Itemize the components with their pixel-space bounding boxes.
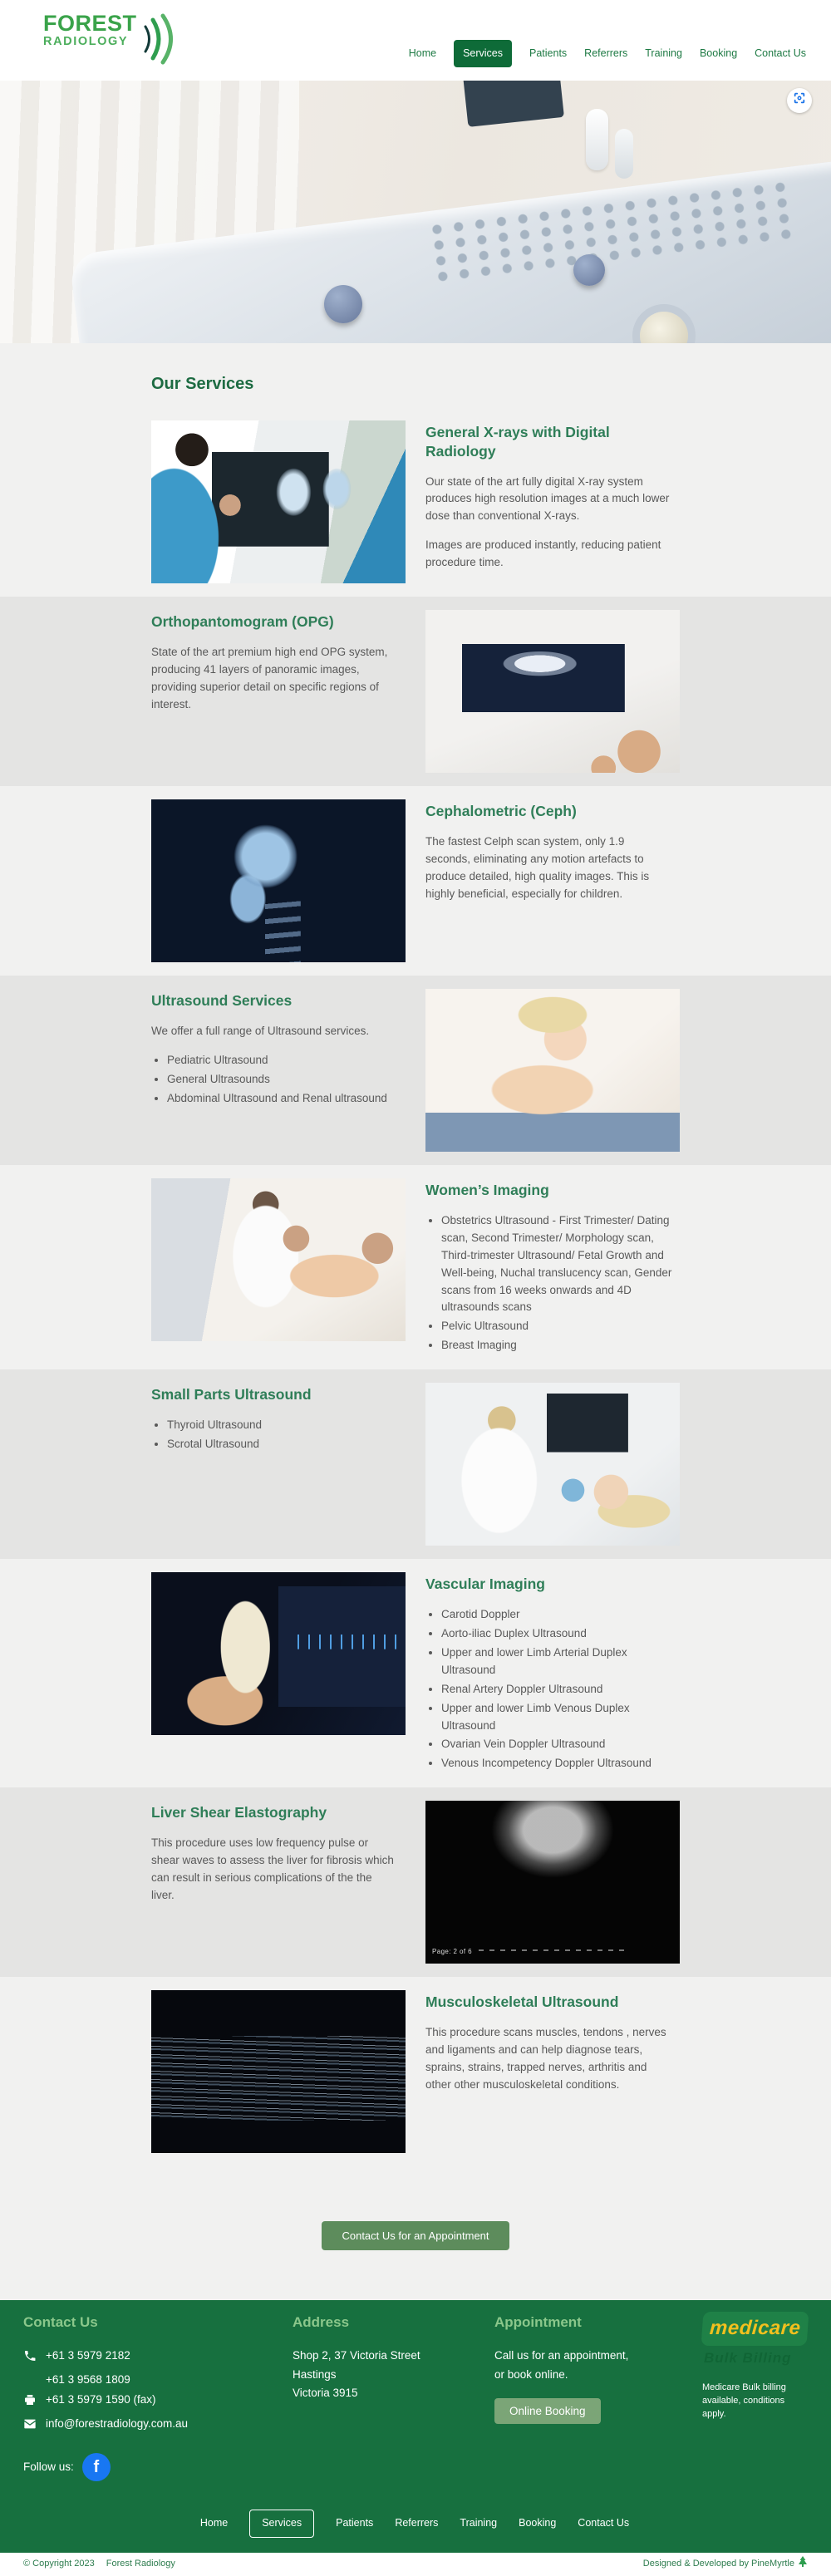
facebook-icon[interactable]: f <box>82 2453 111 2481</box>
appointment-text-line2: or book online. <box>494 2367 568 2381</box>
phone-icon <box>23 2349 37 2368</box>
nav-item-booking[interactable]: Booking <box>519 2517 557 2529</box>
service-body <box>151 1835 406 1905</box>
phone-number-1[interactable]: +61 3 5979 2182 <box>46 2348 130 2362</box>
service-title: Women’s Imaging <box>425 1182 549 1199</box>
focus-expand-icon <box>793 91 806 111</box>
brand-logo-text <box>43 12 137 50</box>
image-caption: Page: 2 of 6 <box>432 1947 472 1955</box>
address-line: Victoria 3915 <box>293 2387 358 2400</box>
nav-item-patients[interactable]: Patients <box>529 47 568 59</box>
nav-item-referrers[interactable]: Referrers <box>395 2517 439 2529</box>
nav-item-home[interactable]: Home <box>199 2517 229 2529</box>
service-image-pediatric-ultrasound <box>425 989 680 1152</box>
service-copy <box>151 989 406 1109</box>
service-bullet: • Upper and lower Limb Arterial Duplex Ultrasound <box>441 1644 680 1679</box>
phone-row <box>46 2372 293 2389</box>
service-title: Cephalometric (Ceph) <box>425 803 577 820</box>
service-bullet: • Obstetrics Ultrasound - First Trimester/ Dating scan, Second Trimester/ Morphology scan, Third-trimester Ultrasound/ Fetal Growth and Well-being, Nuchal translucency scan, Gender scans from 16 weeks onwards and 4D ultrasounds scans <box>441 1212 680 1317</box>
service-copy <box>151 1801 406 1915</box>
service-bullet-list <box>441 1212 680 1354</box>
phone-number-2[interactable]: +61 3 9568 1809 <box>46 2372 130 2386</box>
fax-row <box>23 2392 293 2412</box>
service-paragraph: Our state of the art fully digital X-ray system produces high resolution images at a much lower dose than conventional X-rays. <box>425 474 670 523</box>
service-body <box>151 644 406 714</box>
nav-item-contact-us[interactable]: Contact Us <box>578 2517 630 2529</box>
service-rows <box>0 407 831 2166</box>
service-title: Orthopantomogram (OPG) <box>151 613 334 631</box>
service-copy <box>425 799 680 914</box>
footer-appointment-column <box>494 2312 702 2493</box>
footer-address-title: Address <box>293 2314 350 2331</box>
site-header <box>0 0 831 81</box>
page-title: Our Services <box>151 375 254 393</box>
service-section <box>0 597 831 786</box>
service-bullet: • Thyroid Ultrasound <box>167 1417 406 1434</box>
email-address[interactable]: info@forestradiology.com.au <box>46 2417 189 2431</box>
service-bullet: • Carotid Doppler <box>441 1606 680 1624</box>
service-title: General X-rays with Digital Radiology <box>425 424 610 460</box>
online-booking-button[interactable]: Online Booking <box>494 2398 601 2424</box>
service-image-liver-elastography <box>425 1801 680 1964</box>
service-title: Vascular Imaging <box>425 1576 545 1593</box>
service-image-thyroid-scan <box>425 1383 680 1546</box>
service-copy <box>151 1383 406 1455</box>
footer-nav <box>23 2493 806 2552</box>
designer-credit <box>643 2556 808 2572</box>
fax-number: +61 3 5979 1590 (fax) <box>46 2393 156 2406</box>
service-bullet: • Breast Imaging <box>441 1337 680 1354</box>
service-body <box>151 1023 406 1108</box>
footer-appointment-title: Appointment <box>494 2314 582 2331</box>
brand-logo[interactable] <box>43 12 177 71</box>
brand-name-line2: RADIOLOGY <box>43 35 129 49</box>
service-bullet: • Scrotal Ultrasound <box>167 1436 406 1453</box>
service-bullet: • Ovarian Vein Doppler Ultrasound <box>441 1736 680 1753</box>
hero-gel-bottle-shape <box>586 109 608 170</box>
service-bullet: • Venous Incompetency Doppler Ultrasound <box>441 1755 680 1772</box>
service-body <box>425 1212 680 1354</box>
service-paragraph: This procedure scans muscles, tendons , nerves and ligaments and can help diagnose tears, sprains, strains, trapped nerves, arthritis and other other musculoskeletal conditions. <box>425 2026 666 2091</box>
service-image-opg-film <box>425 610 680 773</box>
service-body <box>425 833 680 903</box>
service-section <box>0 407 831 597</box>
service-bullet: • Aorto-iliac Duplex Ultrasound <box>441 1625 680 1643</box>
nav-item-patients[interactable]: Patients <box>336 2517 374 2529</box>
footer-address-column <box>293 2312 494 2493</box>
service-section <box>0 1165 831 1369</box>
medicare-logo <box>701 2312 809 2346</box>
service-section <box>0 786 831 976</box>
service-bullet: • Abdominal Ultrasound and Renal ultrasound <box>167 1090 406 1108</box>
copyright-prefix: © Copyright 2023 <box>23 2559 95 2569</box>
follow-row <box>23 2453 293 2481</box>
main-nav <box>409 40 806 67</box>
service-section <box>0 1787 831 1977</box>
address-line: Shop 2, 37 Victoria Street <box>293 2348 420 2362</box>
credit-text[interactable]: Designed & Developed by PineMyrtle <box>642 2559 794 2569</box>
service-copy <box>425 1178 680 1356</box>
fax-printer-icon <box>23 2393 37 2412</box>
footer-medicare-column <box>702 2312 806 2493</box>
copyright-name: Forest Radiology <box>106 2559 175 2569</box>
nav-item-services[interactable]: Services <box>454 40 512 67</box>
phone-row <box>23 2347 293 2368</box>
hero-monitor-shape <box>463 81 564 127</box>
service-section <box>0 1977 831 2166</box>
service-title: Ultrasound Services <box>151 992 293 1010</box>
nav-item-training[interactable]: Training <box>645 47 682 59</box>
service-paragraph: The fastest Celph scan system, only 1.9 seconds, eliminating any motion artefacts to produce detailed, high quality images. This is highly beneficial, especially for children. <box>425 834 650 900</box>
brand-name-line1: FOREST <box>43 11 137 36</box>
service-copy <box>425 1990 680 2105</box>
service-image-vascular-probe <box>151 1572 406 1735</box>
nav-item-referrers[interactable]: Referrers <box>584 47 628 59</box>
service-body <box>425 2024 680 2094</box>
hero-gel-bottle-shape <box>615 129 633 179</box>
copyright-strip <box>0 2553 831 2576</box>
service-bullet: • Pediatric Ultrasound <box>167 1052 406 1069</box>
service-section <box>0 1559 831 1787</box>
appointment-text-line1: Call us for an appointment, <box>494 2348 629 2362</box>
service-body <box>151 1417 406 1453</box>
nav-item-services[interactable]: Services <box>249 2510 314 2537</box>
service-title: Musculoskeletal Ultrasound <box>425 1993 619 2011</box>
cta-area <box>0 2166 831 2300</box>
follow-us-label: Follow us: <box>23 2460 74 2473</box>
medicare-note-line1: Medicare Bulk billing <box>702 2382 786 2392</box>
nav-item-training[interactable]: Training <box>460 2517 498 2529</box>
footer-contact-title: Contact Us <box>23 2314 98 2331</box>
nav-item-booking[interactable]: Booking <box>699 47 738 59</box>
service-section <box>0 1369 831 1559</box>
services-heading-wrap <box>0 343 831 407</box>
service-image-msk-ultrasound <box>151 1990 406 2153</box>
email-envelope-icon <box>23 2417 37 2436</box>
service-title: Liver Shear Elastography <box>151 1804 327 1821</box>
service-image-ceph-skull <box>151 799 406 962</box>
service-copy <box>151 610 406 725</box>
copyright-text <box>23 2557 175 2571</box>
service-bullet: • Pelvic Ultrasound <box>441 1318 680 1335</box>
service-bullet-list <box>167 1052 406 1108</box>
contact-appointment-button[interactable]: Contact Us for an Appointment <box>322 2221 509 2250</box>
service-body <box>425 474 680 573</box>
service-paragraph: This procedure uses low frequency pulse or shear waves to assess the liver for fibrosis which can result in serious complications of the the liver. <box>151 1836 394 1901</box>
medicare-logo-text: medicare <box>709 2317 802 2340</box>
pine-tree-icon <box>798 2556 808 2572</box>
address-line: Hastings <box>293 2367 337 2381</box>
service-paragraph: We offer a full range of Ultrasound services. <box>151 1024 370 1037</box>
service-paragraph: Images are produced instantly, reducing patient procedure time. <box>425 538 661 569</box>
nav-item-home[interactable]: Home <box>408 47 437 59</box>
service-section <box>0 976 831 1165</box>
services-main <box>0 343 831 2300</box>
medicare-note-line2: available, conditions apply. <box>702 2395 785 2419</box>
hero-image-ultrasound-machine <box>0 81 831 343</box>
service-paragraph: State of the art premium high end OPG system, producing 41 layers of panoramic images, providing superior detail on specific regions of interest. <box>151 645 388 710</box>
soundwave-arcs-icon <box>140 13 177 71</box>
service-copy <box>425 420 680 583</box>
service-image-womens-imaging <box>151 1178 406 1341</box>
service-bullet: • Renal Artery Doppler Ultrasound <box>441 1681 680 1698</box>
service-copy <box>425 1572 680 1774</box>
service-bullet-list <box>441 1606 680 1772</box>
hero-knob-shape <box>573 254 605 286</box>
service-body <box>425 1606 680 1772</box>
service-title: Small Parts Ultrasound <box>151 1386 312 1404</box>
service-bullet-list <box>167 1417 406 1453</box>
service-image-xray-review <box>151 420 406 583</box>
email-row <box>23 2416 293 2436</box>
service-bullet: • General Ultrasounds <box>167 1071 406 1089</box>
nav-item-contact-us[interactable]: Contact Us <box>755 47 806 59</box>
site-footer <box>0 2300 831 2552</box>
bulk-billing-logo-text: Bulk Billing <box>704 2350 792 2367</box>
footer-contact-column <box>23 2312 293 2493</box>
service-bullet: • Upper and lower Limb Venous Duplex Ultrasound <box>441 1700 680 1735</box>
image-search-lens-button[interactable] <box>787 88 812 113</box>
footer-columns <box>23 2312 806 2493</box>
